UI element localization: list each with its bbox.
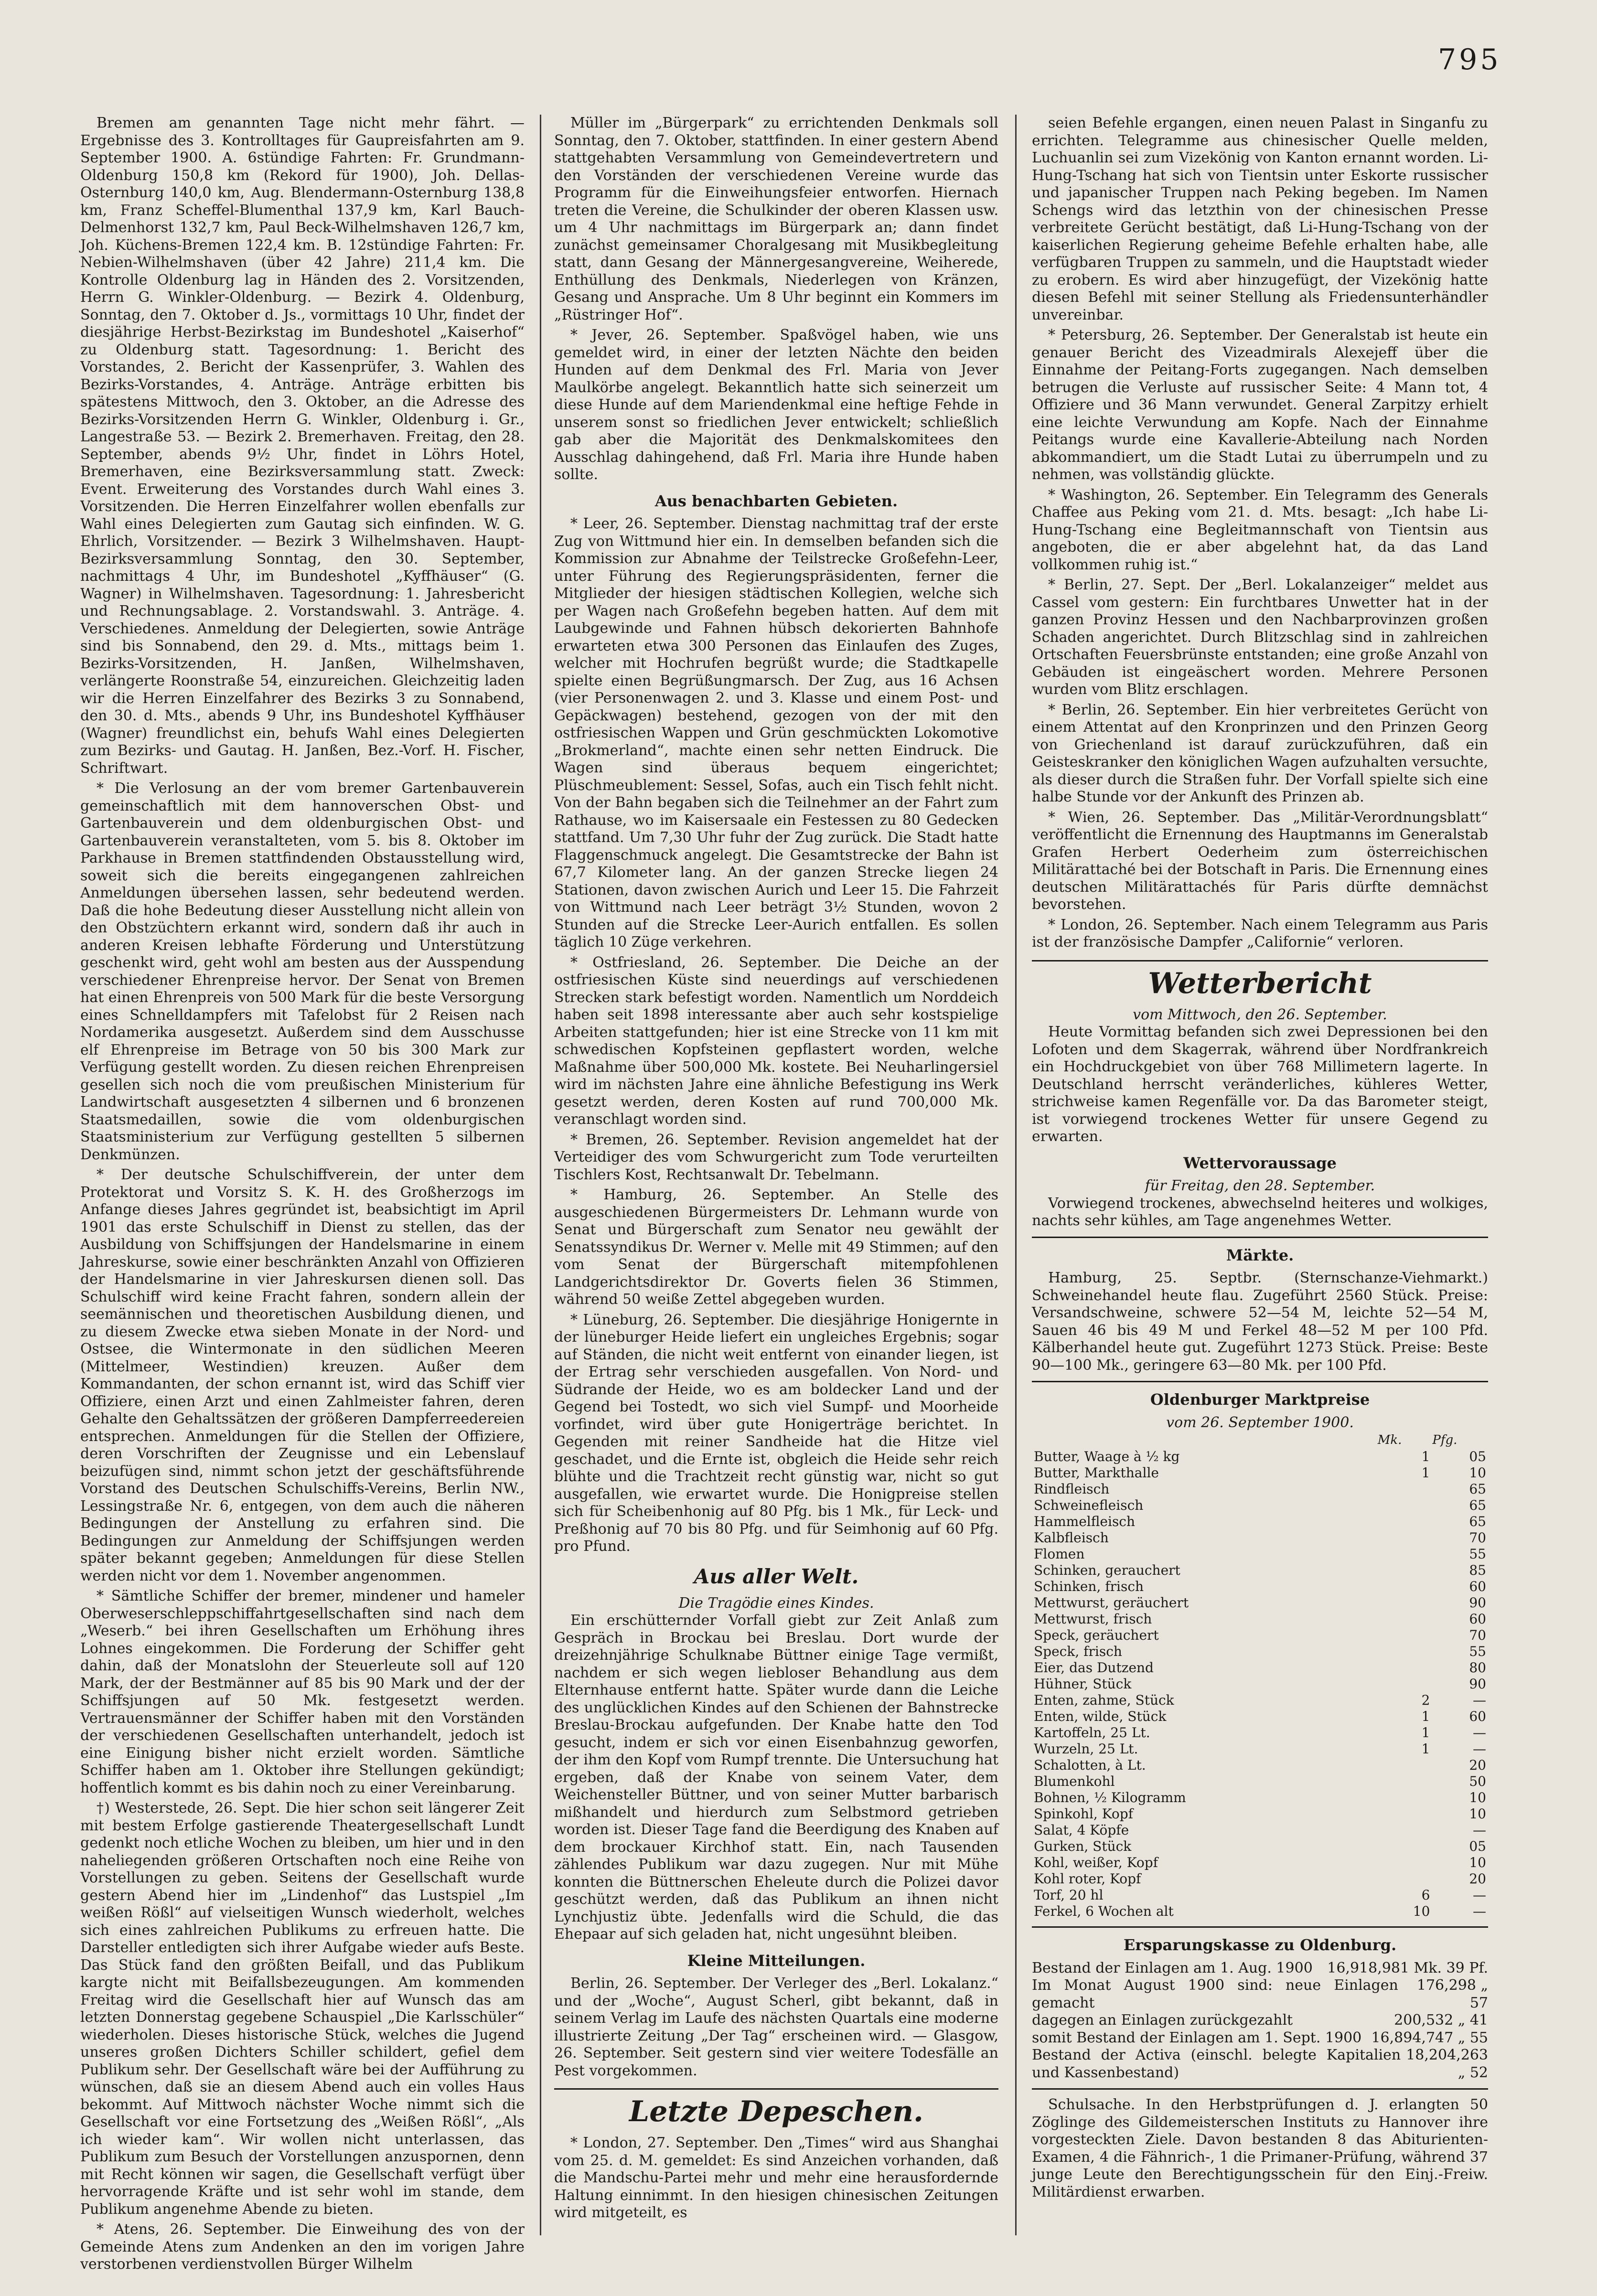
table-row	[1032, 1773, 1488, 1790]
ledger-label: Bestand der Einlagen am 1. Aug. 1900	[1032, 1959, 1313, 1976]
forecast-heading: Wettervoraussage	[1183, 1153, 1337, 1172]
price-pfennig: 20	[1469, 1757, 1486, 1773]
table-row	[1032, 1676, 1488, 1692]
article-title: Die Tragödie eines Kindes.	[678, 1594, 874, 1612]
ledger-amount: 18,204,263 „ 52	[1406, 2047, 1488, 2081]
price-mark: 6	[1421, 1887, 1430, 1903]
article-paragraph: * Der deutsche Schulschiffverein, der unter dem Protektorat und Vorsitz S. K. H. des Großherzogs im Anfange dieses Jahres gegründet ist, beabsichtigt im April 1901 das erste Schulschiff in Dienst zu stellen, das der Ausbildung von Schiffsjungen der Handelsmarine in einem Jahreskurse, sowie einer beschränkten Anzahl von Offizieren der Handelsmarine in vier Jahreskursen dienen soll. Das Schulschiff wird keine Fracht fahren, sondern allein der seemännischen und theoretischen Ausbildung dienen, und zu diesem Zwecke etwa sieben Monate in der Nord- und Ostsee, die Wintermonate in den südlichen Meeren (Mittelmeer, Westindien) kreuzen. Außer dem Kommandanten, der schon ernannt ist, wird das Schiff vier Offiziere, einen Arzt und einen Zahlmeister fahren, deren Gehalte den Gehaltssätzen der größeren Dampferreedereien entsprechen. Anmeldungen für die Stellen der Offiziere, deren Vorschriften der Zeugnisse und ein Lebenslauf beizufügen sind, nimmt schon jetzt der geschäftsführende Vorstand des Deutschen Schulschiffs-Vereins, Berlin NW., Lessingstraße Nr. 6, entgegen, von dem auch die näheren Bedingungen der Anstellung zu erfahren sind. Die Bedingungen zur Anmeldung der Schiffsjungen werden später bekannt gegeben; Anmeldungen für diese Stellen werden nicht vor dem 1. November angenommen.	[80, 1166, 525, 1584]
table-row	[1032, 1611, 1488, 1627]
column-3	[1032, 115, 1488, 2235]
price-mark	[1377, 1855, 1432, 1871]
price-mark	[1377, 1497, 1432, 1514]
article-paragraph: * Jever, 26. September. Spaßvögel haben, wie uns gemeldet wird, in einer der letzten Nächte den beiden Hunden auf dem Denkmal des Frl. Maria von Jever Maulkörbe angelegt. Bekanntlich hatte sich seinerzeit um diese Hunde auf dem Mariendenkmal eine heftige Fehde in unserem sonst so friedlichen Jever entwickelt; schließlich gab aber die Majorität des Denkmalskomitees den Ausschlag dahingehend, daß Frl. Maria ihre Hunde haben sollte.	[554, 327, 998, 483]
section-heading: Aus benachbarten Gebieten.	[654, 491, 898, 510]
ledger-label: Bestand der Activa (einschl. belegte Kapitalien und Kassenbestand)	[1032, 2047, 1401, 2081]
article-paragraph: Müller im „Bürgerpark“ zu errichtenden Denkmals soll Sonntag, den 7. Oktober, stattfinden. In einer gestern Abend stattgehabten Versammlung von Gemeindevertretern und den Vorständen der verschiedenen Vereine wurde das Programm für die Einweihungsfeier entworfen. Hiernach treten die Vereine, die Schulkinder der oberen Klassen usw. um 4 Uhr nachmittags im Bürgerpark an; dann findet zunächst gemeinsamer Choralgesang mit Musikbegleitung statt, dann Gesang der Männergesangvereine, Weiherede, Enthüllung des Denkmals, Niederlegen von Kränzen, Gesang und Ansprache. Um 8 Uhr beginnt ein Kommers im „Rüstringer Hof“.	[554, 115, 998, 323]
article-paragraph: * Berlin, 27. Sept. Der „Berl. Lokalanzeiger“ meldet aus Cassel vom gestern: Ein furchtbares Unwetter hat in der ganzen Provinz Hessen und den Nachbarprovinzen großen Schaden angerichtet. Durch Blitzschlag sind in zahlreichen Ortschaften Feuersbrünste entstanden; eine große Anzahl von Gebäuden ist eingeäschert worden. Mehrere Personen wurden vom Blitz erschlagen.	[1032, 577, 1488, 698]
price-mark: 1	[1421, 1449, 1430, 1464]
markets-text: Hamburg, 25. Septbr. (Sternschanze-Viehmarkt.) Schweinehandel heute flau. Zugeführt 2560 Stück. Preise: Versandschweine, schwere 52—54 M, leichte 52—54 M, Sauen 46 bis 49 M und Ferkel 48—52 M per 100 Pfd. Kälberhandel heute gut. Zugeführt 1273 Stück. Preise: Beste 90—100 Mk., geringere 63—80 Mk. per 100 Pfd.	[1032, 1270, 1488, 1374]
table-row	[1032, 1822, 1488, 1838]
item-name: Kartoffeln, 25 Lt.	[1034, 1725, 1150, 1741]
price-mark: 2	[1421, 1692, 1430, 1708]
price-mark	[1377, 1871, 1432, 1887]
weather-report: Heute Vormittag befanden sich zwei Depressionen bei den Lofoten und dem Skagerrak, während über Nordfrankreich ein Hochdruckgebiet von über 768 Millimetern lagerte. In Deutschland herrscht veränderliches, kühleres Wetter, strichweise kamen Regenfälle vor. Da das Barometer steigt, ist vorwiegend trockenes Wetter für unsere Gegend zu erwarten.	[1032, 1024, 1488, 1145]
article-paragraph: * Berlin, 26. September. Ein hier verbreitetes Gerücht von einem Attentat auf den Kronprinzen und den Prinzen Georg von Griechenland ist darauf zurückzuführen, daß ein Geisteskranker den königlichen Wagen aufzuhalten versuchte, als dieser durch die Straßen fuhr. Der Vorfall spielte sich eine halbe Stunde vor der Ankunft des Prinzen ab.	[1032, 701, 1488, 805]
article-paragraph: * London, 27. September. Den „Times“ wird aus Shanghai vom 25. d. M. gemeldet: Es sind Anzeichen vorhanden, daß die Mandschu-Partei mehr und mehr eine herausfordernde Haltung einnimmt. In den hiesigen chinesischen Zeitungen wird mitgeteilt, es	[554, 2135, 998, 2221]
price-mark	[1377, 1790, 1432, 1806]
price-pfennig: —	[1473, 1725, 1486, 1741]
table-row	[1032, 1741, 1488, 1757]
section-heading: Letzte Depeschen.	[554, 2088, 998, 2129]
article-paragraph: * London, 26. September. Nach einem Telegramm aus Paris ist der französische Dampfer „Californie“ verloren.	[1032, 916, 1488, 950]
price-pfennig: —	[1473, 1692, 1486, 1708]
article-paragraph: * Petersburg, 26. September. Der Generalstab ist heute ein genauer Bericht des Vizeadmirals Alexejeff über die Einnahme der Peitang-Forts zugegangen. Nach demselben betrugen die Verluste auf russischer Seite: 4 Mann tot, 4 Offiziere und 36 Mann verwundet. General Zarpitzy erhielt eine leichte Verwundung am Kopfe. Nach der Einnahme Peitangs wurde eine Kavallerie-Abteilung nach Norden abkommandiert, um die Stadt Lutai zu überrumpeln und zu nehmen, was vollständig glückte.	[1032, 327, 1488, 483]
market-prices-table	[1032, 1431, 1488, 1920]
price-pfennig: —	[1473, 1903, 1486, 1919]
article-paragraph: seien Befehle ergangen, einen neuen Palast in Singanfu zu errichten. Telegramme aus chinesischer Quelle melden, Luchuanlin sei zum Vizekönig von Kanton ernannt worden. Li-Hung-Tschang hat sich von Tientsin unter Eskorte russischer und japanischer Truppen nach Peking begeben. Im Namen Schengs wird das letzthin von der chinesischen Presse verbreitete Gerücht bestätigt, daß Li-Hung-Tschang von der kaiserlichen Regierung geheime Befehle erhalten habe, alle verfügbaren Truppen zu sammeln, und die Hauptstadt wieder zu erobern. Es wird aber hinzugefügt, der Vizekönig hatte diesen Befehl mit seiner Stellung als Friedensunterhändler unvereinbar.	[1032, 115, 1488, 323]
price-pfennig: 20	[1469, 1871, 1486, 1887]
ledger-amount: 16,894,747 „ 55	[1371, 2029, 1488, 2046]
ledger-label: somit Bestand der Einlagen am 1. Sept. 1900	[1032, 2029, 1362, 2046]
price-mark: 1	[1421, 1465, 1430, 1481]
item-name: Spinkohl, Kopf	[1034, 1806, 1134, 1822]
article-paragraph: * Bremen, 26. September. Revision angemeldet hat der Verteidiger des vom Schwurgericht zum Tode verurteilten Tischlers Kost, Rechtsanwalt Dr. Tebelmann.	[554, 1131, 998, 1183]
table-header-row	[1032, 1431, 1488, 1449]
item-name: Speck, frisch	[1034, 1644, 1122, 1659]
divider	[1032, 1237, 1488, 1238]
item-name: Bohnen, ½ Kilogramm	[1034, 1790, 1186, 1805]
table-row	[1032, 1725, 1488, 1741]
table-row	[1032, 1546, 1488, 1562]
table-row	[1032, 1871, 1488, 1887]
item-name: Eier, das Dutzend	[1034, 1660, 1154, 1676]
price-mark: 1	[1421, 1709, 1430, 1724]
item-name: Schinken, gerauchert	[1034, 1562, 1180, 1578]
forecast-text: Vorwiegend trockenes, abwechselnd heiteres und wolkiges, nachts sehr kühles, am Tage angenehmes Wetter.	[1032, 1195, 1488, 1229]
article-paragraph: Ein erschütternder Vorfall giebt zur Zeit Anlaß zum Gespräch in Brockau bei Breslau. Dort wurde der dreizehnjährige Schulknabe Büttner einige Tage vermißt, nachdem er sich wegen liebloser Behandlung aus dem Elternhause entfernt hatte. Später wurde dann die Leiche des unglücklichen Kindes auf den Schienen der Bahnstrecke Breslau-Brockau aufgefunden. Der Knabe hatte den Tod gesucht, indem er sich vor einen Eisenbahnzug geworfen, der ihm den Kopf vom Rumpf trennte. Die Untersuchung hat ergeben, daß der Knabe von seinem Vater, dem Weichensteller Büttner, und von seiner Mutter barbarisch mißhandelt und hierdurch zum Selbstmord getrieben worden ist. Dieser Tage fand die Beerdigung des Knaben auf dem brockauer Kirchhof statt. Ein, nach Tausenden zählendes Publikum war dazu zugegen. Nur mit Mühe konnten die Büttnerschen Eheleute durch die Polizei davor geschützt werden, daß das Publikum an ihnen nicht Lynchjustiz übte. Jedenfalls wird die Schuld, die das Ehepaar auf sich geladen hat, nicht ungesühnt bleiben.	[554, 1612, 998, 1943]
price-mark	[1377, 1660, 1432, 1676]
savings-bank-ledger	[1032, 1960, 1488, 2082]
price-pfennig: 90	[1469, 1595, 1486, 1611]
price-mark	[1377, 1627, 1432, 1644]
item-name: Schalotten, à Lt.	[1034, 1757, 1146, 1773]
price-mark	[1377, 1611, 1432, 1627]
table-row	[1032, 1579, 1488, 1595]
ledger-amount: 200,532 „ 41	[1394, 2012, 1488, 2029]
item-name: Kohl roter, Kopf	[1034, 1871, 1141, 1887]
item-name: Torf, 20 hl	[1034, 1887, 1104, 1903]
item-name: Hühner, Stück	[1034, 1676, 1132, 1692]
savings-bank-heading: Ersparungskasse zu Oldenburg.	[1123, 1936, 1397, 1954]
item-name: Enten, zahme, Stück	[1034, 1692, 1174, 1708]
table-row	[1032, 1790, 1488, 1806]
divider	[1032, 2088, 1488, 2090]
price-mark	[1377, 1773, 1432, 1790]
divider	[1032, 1926, 1488, 1928]
price-pfennig: 65	[1469, 1481, 1486, 1497]
divider	[1032, 1381, 1488, 1382]
weather-heading: Wetterbericht	[1032, 960, 1488, 1001]
item-name: Blumenkohl	[1034, 1773, 1115, 1789]
price-pfennig: 65	[1469, 1514, 1486, 1529]
table-row	[1032, 1449, 1488, 1465]
price-pfennig: 10	[1469, 1465, 1486, 1481]
item-name: Rindfleisch	[1034, 1481, 1110, 1497]
table-row	[1032, 1692, 1488, 1709]
article-paragraph: * Hamburg, 26. September. An Stelle des ausgeschiedenen Bürgermeisters Dr. Lehmann wurde von Senat und Bürgerschaft zum Senator neu gewählt der Senatssyndikus Dr. Werner v. Melle mit 49 Stimmen; auf den vom Senat der Bürgerschaft mitempfohlenen Landgerichtsdirektor Dr. Goverts fielen 36 Stimmen, während 50 weiße Zettel abgegeben wurden.	[554, 1186, 998, 1308]
item-name: Kohl, weißer, Kopf	[1034, 1855, 1158, 1870]
table-row	[1032, 1855, 1488, 1871]
price-mark	[1377, 1822, 1432, 1838]
table-row	[1032, 1562, 1488, 1579]
column-header	[1032, 1431, 1377, 1449]
article-paragraph: Berlin, 26. September. Der Verleger des „Berl. Lokalanz.“ und der „Woche“, August Scherl, gibt bekannt, daß in seinem Verlag im Laufe des nächsten Quartals eine moderne illustrierte Zeitung „Der Tag“ erscheinen wird. — Glasgow, 26. September. Seit gestern sind vier weitere Todesfälle an Pest vorgekommen.	[554, 1975, 998, 2079]
market-prices-body	[1032, 1449, 1488, 1920]
item-name: Schinken, frisch	[1034, 1579, 1144, 1594]
item-name: Gurken, Stück	[1034, 1838, 1132, 1854]
page-number: 795	[1438, 43, 1501, 76]
price-mark: 10	[1413, 1903, 1430, 1919]
price-mark	[1377, 1595, 1432, 1611]
price-pfennig: 10	[1469, 1806, 1486, 1822]
item-name: Mettwurst, frisch	[1034, 1611, 1152, 1627]
table-row	[1032, 1660, 1488, 1676]
price-mark	[1377, 1644, 1432, 1660]
price-mark	[1377, 1579, 1432, 1595]
price-pfennig: 10	[1469, 1855, 1486, 1870]
table-row	[1032, 1481, 1488, 1497]
ledger-row	[1032, 1977, 1488, 2012]
article-paragraph: * Sämtliche Schiffer der bremer, mindener und hameler Oberweserschleppschiffahrtgesellschaften sind nach dem „Weserb.“ bei ihren Gesellschaften um Erhöhung ihres Lohnes eingekommen. Die Forderung der Schiffer geht dahin, daß der Monatslohn der Steuerleute soll auf 120 Mark, der der Bestmänner auf 85 bis 90 Mark und der der Schiffsjungen auf 50 Mk. festgesetzt werden. Vertrauensmänner der Schiffer haben mit den Vorständen der verschiedenen Gesellschaften unterhandelt, jedoch ist eine Einigung bisher nicht erzielt worden. Sämtliche Schiffer haben am 1. Oktober ihre Stellungen gekündigt; hoffentlich kommt es bis dahin noch zu einer Vereinbarung.	[80, 1588, 525, 1796]
item-name: Speck, geräuchert	[1034, 1627, 1159, 1643]
price-mark	[1377, 1838, 1432, 1855]
column-1	[80, 115, 525, 2273]
market-prices-heading: Oldenburger Marktpreise	[1150, 1390, 1370, 1409]
ledger-label: dagegen an Einlagen zurückgezahlt	[1032, 2012, 1293, 2029]
ledger-row	[1032, 1960, 1488, 1977]
price-mark	[1377, 1806, 1432, 1822]
price-pfennig: 85	[1469, 1562, 1486, 1578]
item-name: Enten, wilde, Stück	[1034, 1709, 1167, 1724]
price-pfennig: 70	[1469, 1530, 1486, 1546]
column-2	[554, 115, 998, 2235]
item-name: Kalbfleisch	[1034, 1530, 1109, 1546]
price-pfennig: 50	[1469, 1773, 1486, 1789]
price-pfennig: 70	[1469, 1627, 1486, 1643]
price-pfennig: 65	[1469, 1497, 1486, 1513]
price-pfennig: 05	[1469, 1838, 1486, 1854]
price-mark	[1377, 1757, 1432, 1773]
ledger-amount: 16,918,981 Mk. 39 Pf.	[1327, 1959, 1488, 1976]
price-pfennig: 10	[1469, 1790, 1486, 1805]
article-paragraph: Bremen am genannten Tage nicht mehr fährt. — Ergebnisse des 3. Kontrolltages für Gaupreisfahrten am 9. September 1900. A. 6stündige Fahrten: Fr. Grundmann-Oldenburg 150,8 km (Rekord für 1900), Joh. Dellas-Osternburg 140,0 km, Aug. Blendermann-Osternburg 138,8 km, Franz Scheffel-Blumenthal 137,9 km, Karl Bauch-Delmenhorst 132,7 km, Paul Beck-Wilhelmshaven 126,7 km, Joh. Küchens-Bremen 122,4 km. B. 12stündige Fahrten: Fr. Nebien-Wilhelmshaven (über 42 Jahre) 211,4 km. Die Kontrolle Oldenburg lag in Händen des 2. Vorsitzenden, Herrn G. Winkler-Oldenburg. — Bezirk 4. Oldenburg, Sonntag, den 7. Oktober d. Js., vormittags 10 Uhr, findet der diesjährige Herbst-Bezirkstag im Bundeshotel „Kaiserhof“ zu Oldenburg statt. Tagesordnung: 1. Bericht des Vorstandes, 2. Bericht der Kassenprüfer, 3. Wahlen des Bezirks-Vorstandes, 4. Anträge. Anträge erbitten bis spätestens Mittwoch, den 3. Oktober, an die Adresse des Bezirks-Vorsitzenden Herrn G. Winkler, Oldenburg i. Gr., Langestraße 53. — Bezirk 2. Bremerhaven. Freitag, den 28. September, abends 9½ Uhr, findet in Löhrs Hotel, Bremerhaven, eine Bezirksversammlung statt. Zweck: Event. Erweiterung des Vorstandes durch Wahl eines 3. Vorsitzenden. Die Herren Einzelfahrer wollen ebenfalls zur Wahl eines Delegierten zum Gautag sich einfinden. W. G. Ehrlich, Vorsitzender. — Bezirk 3 Wilhelmshaven. Haupt-Bezirksversammlung Sonntag, den 30. September, nachmittags 4 Uhr, im Bundeshotel „Kyffhäuser“ (G. Wagner) in Wilhelmshaven. Tagesordnung: 1. Jahresbericht und Rechnungsablage. 2. Vorstandswahl. 3. Anträge. 4. Verschiedenes. Anmeldung der Delegierten, sowie Anträge sind bis Sonnabend, den 29. d. Mts., mittags beim 1. Bezirks-Vorsitzenden, H. Janßen, Wilhelmshaven, verlängerte Roonstraße 54, einzureichen. Gleichzeitig laden wir die Herren Einzelfahrer des Bezirks 3 zu Sonnabend, den 30. d. Mts., abends 9 Uhr, ins Bundeshotel Kyffhäuser (Wagner) freundlichst ein, behufs Wahl eines Delegierten zum Bezirks- und Gautag. H. Janßen, Bez.-Vorf. H. Fischer, Schriftwart.	[80, 115, 525, 777]
table-row	[1032, 1644, 1488, 1660]
market-prices-date: vom 26. September 1900.	[1166, 1414, 1354, 1431]
table-row	[1032, 1838, 1488, 1855]
item-name: Butter, Markthalle	[1034, 1465, 1159, 1481]
price-mark	[1377, 1530, 1432, 1546]
price-pfennig: —	[1473, 1822, 1486, 1838]
item-name: Butter, Waage à ½ kg	[1034, 1449, 1180, 1464]
item-name: Salat, 4 Köpfe	[1034, 1822, 1129, 1838]
table-row	[1032, 1887, 1488, 1903]
table-row	[1032, 1514, 1488, 1530]
school-notice: Schulsache. In den Herbstprüfungen d. J. erlangten 50 Zöglinge des Gildemeisterschen Instituts zu Hannover ihre vorgesteckten Ziele. Davon bestanden 8 das Abiturienten-Examen, 4 die Fähnrich-, 1 die Primaner-Prüfung, während 37 junge Leute den Berechtigungsschein für den Einj.-Freiw. Militärdienst erwarben.	[1032, 2096, 1488, 2200]
price-mark	[1377, 1676, 1432, 1692]
weather-date: vom Mittwoch, den 26. September.	[1133, 1006, 1387, 1023]
ledger-row	[1032, 2012, 1488, 2029]
article-paragraph: * Leer, 26. September. Dienstag nachmittag traf der erste Zug von Wittmund hier ein. In demselben befanden sich die Kommission zur Abnahme der Teilstrecke Großefehn-Leer, unter Führung des Regierungspräsidenten, ferner die Mitglieder der hiesigen städtischen Kollegien, welche sich per Wagen nach Großefehn begeben hatten. Auf dem mit Laubgewinde und Fahnen hübsch dekorierten Bahnhofe erwarteten etwa 300 Personen das Einlaufen des Zuges, welcher mit Hochrufen begrüßt wurde; die Stadtkapelle spielte einen Begrüßungmarsch. Der Zug, aus 16 Achsen (vier Personenwagen 2. und 3. Klasse und einem Post- und Gepäckwagen) bestehend, gezogen von der mit den ostfriesischen Wappen und Grün geschmückten Lokomotive „Brokmerland“, machte einen sehr netten Eindruck. Die Wagen sind überaus bequem eingerichtet; Plüschmeublement: Sessel, Sofas, auch ein Tisch fehlt nicht. Von der Bahn begaben sich die Teilnehmer an der Fahrt zum Rathause, wo im Kaisersaale ein Festessen zu 80 Gedecken stattfand. Um 7,30 Uhr fuhr der Zug zurück. Die Stadt hatte Flaggenschmuck angelegt. Die Gesamtstrecke der Bahn ist 67,7 Kilometer lang. An der ganzen Strecke liegen 24 Stationen, davon zwischen Aurich und Leer 15. Die Fahrzeit von Wittmund nach Leer beträgt 3½ Stunden, wovon 2 Stunden auf die Strecke Leer-Aurich entfallen. Es sollen täglich 10 Züge verkehren.	[554, 515, 998, 950]
article-paragraph: * Lüneburg, 26. September. Die diesjährige Honigernte in der lüneburger Heide liefert ein ungleiches Ergebnis; sogar auf Ständen, die nicht weit entfernt von einander liegen, ist der Ertrag sehr verschieden ausgefallen. Von Nord- und Südrande der Heide, wo es am boldecker Land und der Gegend bei Tostedt, wo sich viel Sumpf- und Moorheide vorfindet, wird über gute Honigerträge berichtet. In Gegenden mit reiner Sandheide hat die Hitze viel geschadet, und die Ernte ist, obgleich die Heide sehr reich blühte und die Trachtzeit recht günstig war, nicht so gut ausgefallen, wie erwartet wurde. Die Honigpreise stellen sich für Scheibenhonig auf 80 Pfg. bis 1 Mk., für Leck- und Preßhonig auf 70 bis 80 Pfg. und für Seimhonig auf 60 Pfg. pro Pfund.	[554, 1311, 998, 1555]
ledger-row	[1032, 2047, 1488, 2082]
table-row	[1032, 1757, 1488, 1773]
column-rule	[540, 115, 541, 2235]
table-row	[1032, 1595, 1488, 1611]
article-paragraph: †) Westerstede, 26. Sept. Die hier schon seit längerer Zeit mit bestem Erfolge gastierende Theatergesellschaft Lundt gedenkt noch etliche Wochen zu bleiben, um hier und in den naheliegenden größeren Ortschaften noch eine Reihe von Vorstellungen zu geben. Seitens der Gesellschaft wurde gestern Abend hier im „Lindenhof“ das Lustspiel „Im weißen Rößl“ auf vielseitigen Wunsch wiederholt, welches sich eines zahlreichen Publikums zu erfreuen hatte. Die Darsteller entledigten sich ihrer Aufgabe wieder aufs Beste. Das Stück fand den größten Beifall, und das Publikum kargte nicht mit Beifallsbezeugungen. Am kommenden Freitag wird die Gesellschaft hier auf Wunsch das am letzten Donnerstag gegebene Schauspiel „Die Karlsschüler“ wiederholen. Dieses historische Stück, welches die Jugend unseres großen Dichters Schiller schildert, gefiel dem Publikum sehr. Der Gesellschaft wäre bei der Aufführung zu wünschen, daß sie an diesem Abend auch ein volles Haus bekommt. Auf Mittwoch nächster Woche nimmt sich die Gesellschaft vor eine Fortsetzung des „Weißen Rößl“, „Als ich wieder kam“. Wir wollen nicht unterlassen, das Publikum zum Besuch der Vorstellungen anzuspornen, denn mit Recht können wir sagen, die Gesellschaft verfügt über hervorragende Kräfte und ist sehr wohl im stande, dem Publikum angenehme Abende zu bieten.	[80, 1800, 525, 2218]
price-mark	[1377, 1481, 1432, 1497]
price-mark	[1377, 1514, 1432, 1530]
price-pfennig: —	[1473, 1741, 1486, 1757]
section-heading: Aus aller Welt.	[694, 1564, 859, 1588]
ledger-row	[1032, 2029, 1488, 2047]
markets-heading: Märkte.	[1226, 1246, 1294, 1264]
price-pfennig: 05	[1469, 1449, 1486, 1464]
price-pfennig: 60	[1469, 1709, 1486, 1724]
item-name: Flomen	[1034, 1546, 1085, 1562]
price-mark	[1377, 1562, 1432, 1579]
item-name: Schweinefleisch	[1034, 1497, 1144, 1513]
column-rule	[1015, 115, 1017, 2235]
item-name: Hammelfleisch	[1034, 1514, 1136, 1529]
price-mark: 1	[1421, 1725, 1430, 1741]
table-row	[1032, 1530, 1488, 1546]
article-paragraph: * Atens, 26. September. Die Einweihung des von der Gemeinde Atens zum Andenken an den im vorigen Jahre verstorbenen verdienstvollen Bürger Wilhelm	[80, 2221, 525, 2273]
section-heading: Kleine Mitteilungen.	[687, 1951, 866, 1970]
table-row	[1032, 1465, 1488, 1481]
price-pfennig: 60	[1469, 1579, 1486, 1594]
column-header: Pfg.	[1432, 1433, 1458, 1447]
ledger-amount: 176,298 „ 57	[1416, 1977, 1488, 2011]
article-paragraph: * Die Verlosung an der vom bremer Gartenbauverein gemeinschaftlich mit dem hannoverschen Obst- und Gartenbauverein und dem oldenburgischen Obst- und Gartenbauverein veranstalteten, vom 5. bis 8. Oktober im Parkhause in Bremen stattfindenden Obstausstellung wird, soweit sich die bereits eingegangenen zahlreichen Anmeldungen übersehen lassen, sehr bedeutend werden. Daß die hohe Bedeutung dieser Ausstellung nicht allein von den Obstzüchtern erkannt wird, sondern daß ihr auch in anderen Kreisen lebhafte Förderung und Unterstützung geschenkt wird, geht wohl am besten aus der Ausspendung verschiedener Ehrenpreise hervor. Der Senat von Bremen hat einen Ehrenpreis von 500 Mark für die beste Versorgung eines Schnelldampfers mit Tafelobst für 2 Reisen nach Nordamerika ausgesetzt. Außerdem sind dem Ausschusse elf Ehrenpreise im Betrage von 50 bis 300 Mark zur Verfügung gestellt worden. Zu diesen reichen Ehrenpreisen gesellen sich noch die vom preußischen Ministerium für Landwirtschaft ausgesetzten 4 silbernen und 6 bronzenen Staatsmedaillen, sowie die vom oldenburgischen Staatsministerium zur Verfügung gestellten 5 silbernen Denkmünzen.	[80, 780, 525, 1163]
item-name: Mettwurst, geräuchert	[1034, 1595, 1189, 1611]
forecast-date: für Freitag, den 28. September.	[1145, 1177, 1375, 1194]
price-mark: 1	[1421, 1741, 1430, 1757]
price-pfennig: 80	[1469, 1660, 1486, 1676]
item-name: Ferkel, 6 Wochen alt	[1034, 1903, 1174, 1919]
item-name: Wurzeln, 25 Lt.	[1034, 1741, 1138, 1757]
price-pfennig: 90	[1469, 1676, 1486, 1692]
article-paragraph: * Ostfriesland, 26. September. Die Deiche an der ostfriesischen Küste sind neuerdings auf verschiedenen Strecken stark befestigt worden. Namentlich um Norddeich haben seit 1898 interessante aber auch sehr kostspielige Arbeiten stattgefunden; hier ist eine Strecke von 11 km mit schwedischen Kopfsteinen gepflastert worden, welche Maßnahme über 500,000 Mk. kostete. Bei Neuharlingersiel wird im nächsten Jahre eine ähnliche Befestigung ins Werk gesetzt werden, deren Kosten auf rund 700,000 Mk. veranschlagt worden sind.	[554, 954, 998, 1128]
column-header: Mk.	[1377, 1433, 1402, 1447]
price-pfennig: 55	[1469, 1546, 1486, 1562]
price-mark	[1377, 1546, 1432, 1562]
article-paragraph: * Washington, 26. September. Ein Telegramm des Generals Chaffee aus Peking vom 21. d. Mts. besagt: „Ich habe Li-Hung-Tschang eine Begleitmannschaft von Tientsin aus angeboten, die er aber abgelehnt hat, da das Land vollkommen ruhig ist.“	[1032, 486, 1488, 573]
article-paragraph: * Wien, 26. September. Das „Militär-Verordnungsblatt“ veröffentlicht die Ernennung des Hauptmanns im Generalstab Grafen Herbert Oederheim zum österreichischen Militärattaché bei der Botschaft in Paris. Die Ernennung eines deutschen Militärattachés für Paris dürfte demnächst bevorstehen.	[1032, 809, 1488, 913]
table-row	[1032, 1806, 1488, 1822]
table-row	[1032, 1627, 1488, 1644]
table-row	[1032, 1903, 1488, 1920]
price-pfennig: —	[1473, 1887, 1486, 1903]
table-row	[1032, 1709, 1488, 1725]
table-row	[1032, 1497, 1488, 1514]
price-pfennig: 60	[1469, 1611, 1486, 1627]
ledger-label: Im Monat August 1900 sind: neue Einlagen gemacht	[1032, 1977, 1398, 2011]
price-pfennig: 55	[1469, 1644, 1486, 1659]
